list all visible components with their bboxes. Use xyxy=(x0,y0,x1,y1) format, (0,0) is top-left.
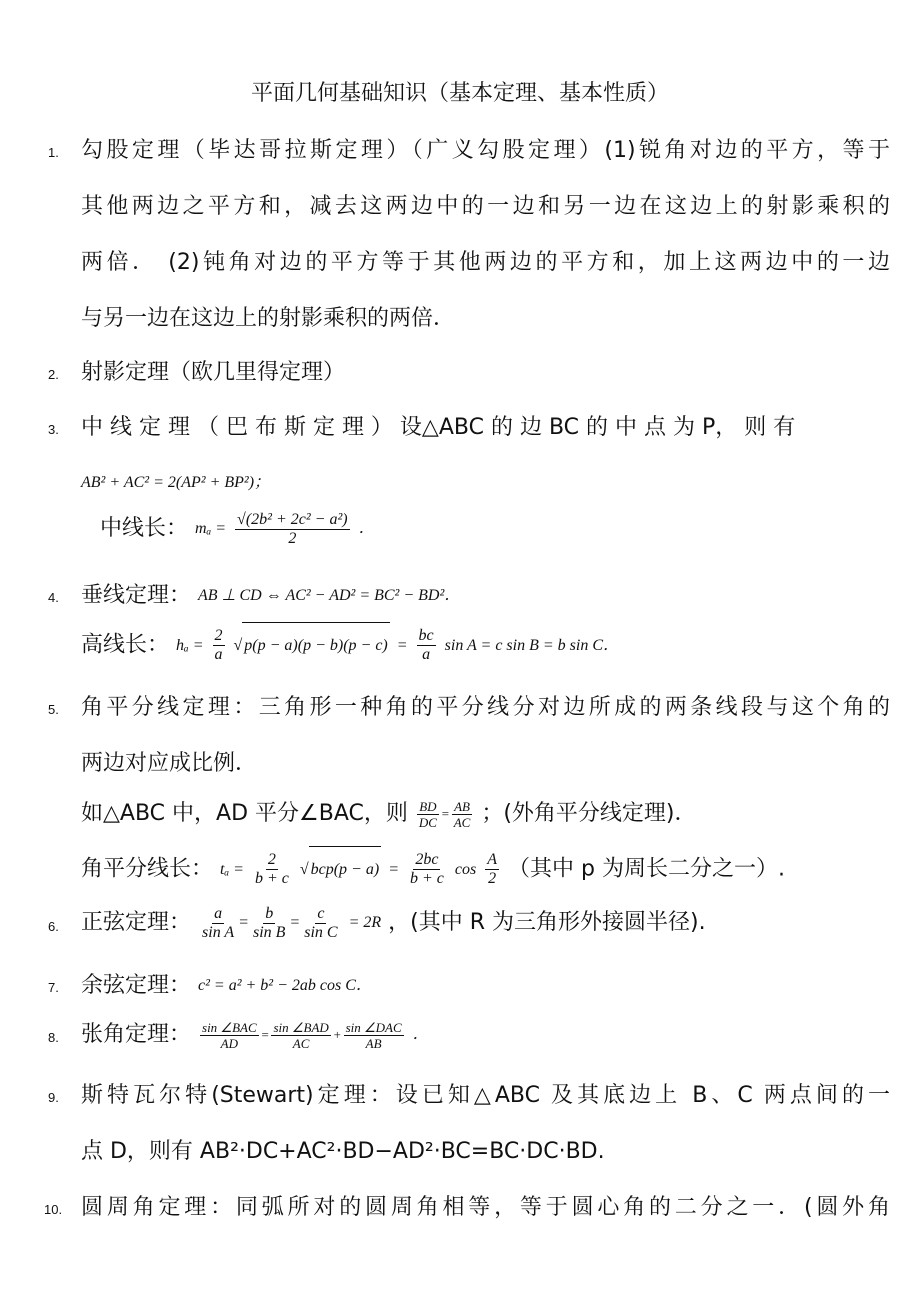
equals-sign: = xyxy=(396,636,408,654)
sine-numerator-c: c xyxy=(317,904,325,922)
sine-fraction-b xyxy=(251,905,287,942)
angle-denominator-3: AB xyxy=(365,1035,382,1051)
sine-law-end: = 2R xyxy=(348,914,382,931)
sqrt-sign: √ xyxy=(299,860,309,878)
item-1-line-4: 与另一边在这边上的射影乘积的两倍． xyxy=(81,306,456,331)
bisector-fraction-2 xyxy=(408,851,446,888)
bisector-label: 角平分线长： xyxy=(81,856,214,882)
item-number: 8. xyxy=(48,1030,59,1045)
angle-fraction-2 xyxy=(271,1020,330,1051)
item-8-angle-theorem xyxy=(81,1012,890,1058)
bisector-numerator-1: 2 xyxy=(267,851,276,868)
altitude-fraction-2 xyxy=(417,627,436,664)
angle-denominator-1: AD xyxy=(220,1035,238,1051)
angle-fraction-1 xyxy=(200,1020,259,1051)
item-number: 4. xyxy=(48,590,59,605)
bisector-ratio-2 xyxy=(452,799,473,830)
external-bisector-note: ；(外角平分线定理)． xyxy=(481,801,697,826)
item-10-line-1: 圆周角定理：同弧所对的圆周角相等，等于圆心角的二分之一．(圆外角 xyxy=(81,1195,890,1220)
item-number: 7. xyxy=(48,980,59,995)
half-angle-numerator: A xyxy=(487,851,497,868)
item-number: 6. xyxy=(48,919,59,934)
median-label: 中线长： xyxy=(100,516,189,541)
ratio-denominator-1: DC xyxy=(418,814,437,830)
angle-theorem-end: ． xyxy=(412,1026,429,1043)
equals-sign: = xyxy=(238,914,249,931)
sine-fraction-a xyxy=(200,905,236,942)
item-3-line-1: 中 线 定 理 （ 巴 布 斯 定 理 ） 设△ABC 的 边 BC 的 中 点 为 P， 则 有 xyxy=(81,415,796,440)
item-5-line-3 xyxy=(81,792,890,836)
ratio-numerator-1: BD xyxy=(419,798,437,814)
cosine-law-label: 余弦定理： xyxy=(81,973,192,998)
equals-sign: = xyxy=(289,914,301,931)
sqrt-sign: √ xyxy=(233,636,243,654)
item-number: 5. xyxy=(48,702,59,717)
page-title: 平面几何基础知识（基本定理、基本性质） xyxy=(250,81,669,106)
equals-sign: = xyxy=(260,1027,270,1042)
item-3-formula xyxy=(81,463,890,503)
item-5-line-2: 两边对应成比例． xyxy=(81,751,258,776)
angle-numerator-2: sin ∠BAD xyxy=(273,1019,329,1035)
sine-law-label: 正弦定理： xyxy=(81,910,192,935)
altitude-numerator-1: 2 xyxy=(214,627,223,644)
bisector-denominator-2: b + c xyxy=(409,870,444,887)
item-1-line-2: 其他两边之平方和，减去这两边中的一边和另一边在这边上的射影乘积的 xyxy=(81,194,890,219)
half-angle-denominator: 2 xyxy=(488,870,497,887)
angle-denominator-2: AC xyxy=(292,1035,310,1051)
sine-denominator-c: sin C xyxy=(304,923,338,941)
circumradius-note: ，(其中 R 为三角形外接圆半径). xyxy=(388,910,706,935)
bisector-root: bcp(p − a) xyxy=(309,846,382,893)
altitude-rest: sin A = c sin B = b sin C． xyxy=(444,636,620,654)
bisector-ratio-1 xyxy=(417,799,439,830)
item-4-altitude xyxy=(81,622,890,669)
equals-sign: = xyxy=(388,860,399,878)
equals-sign: = xyxy=(440,806,450,821)
item-1-line-3: 两倍． (2)钝角对边的平方等于其他两边的平方和，加上这两边中的一边 xyxy=(81,250,890,275)
perpendicular-label: 垂线定理： xyxy=(81,583,192,608)
sine-denominator-b: sin B xyxy=(252,923,286,941)
altitude-label: 高线长： xyxy=(81,632,170,658)
item-number: 10. xyxy=(44,1202,63,1217)
median-formula: AB² + AC² = 2(AP² + BP²)； xyxy=(81,474,271,491)
altitude-lhs: hₐ = xyxy=(176,636,204,654)
item-5-bisector-length xyxy=(81,846,890,893)
altitude-denominator-2: a xyxy=(422,646,431,663)
item-4-line-1 xyxy=(81,576,890,616)
bisector-numerator-2: 2bc xyxy=(415,851,439,868)
median-numerator: √(2b² + 2c² − a²) xyxy=(237,510,348,528)
sine-fraction-c xyxy=(302,905,339,942)
median-fraction xyxy=(235,511,350,548)
item-5-line-1: 角平分线定理：三角形一种角的平分线分对边所成的两条线段与这个角的 xyxy=(81,695,890,720)
half-angle-fraction xyxy=(485,851,499,888)
perpendicular-formula: AB ⊥ CD ⇔ AC² − AD² = BC² − BD²． xyxy=(198,587,461,604)
median-end: ． xyxy=(358,520,375,537)
item-2-text: 射影定理（欧几里得定理） xyxy=(81,360,346,385)
bisector-example: 如△ABC 中，AD 平分∠BAC，则 xyxy=(81,801,408,826)
angle-fraction-3 xyxy=(344,1020,404,1051)
item-6-sine-law xyxy=(81,900,890,946)
item-7-cosine-law xyxy=(81,966,890,1006)
item-9-line-2: 点 D，则有 AB²·DC+AC²·BD−AD²·BC=BC·DC·BD. xyxy=(81,1139,605,1164)
bisector-denominator-1: b + c xyxy=(254,870,289,887)
altitude-root: p(p − a)(p − b)(p − c) xyxy=(242,622,389,669)
ratio-denominator-2: AC xyxy=(453,814,471,830)
cosine-law-formula: c² = a² + b² − 2ab cos C． xyxy=(198,977,372,994)
item-number: 9. xyxy=(48,1090,59,1105)
bisector-lhs: tₐ = xyxy=(220,860,244,878)
semiperimeter-note: （其中 p 为周长二分之一）. xyxy=(508,856,785,882)
sine-numerator-a: a xyxy=(214,904,223,922)
item-3-median-length xyxy=(100,506,890,552)
median-denominator: 2 xyxy=(288,529,297,547)
bisector-fraction-1 xyxy=(253,851,291,888)
ratio-numerator-2: AB xyxy=(454,798,470,814)
item-9-line-1: 斯特瓦尔特(Stewart)定理：设已知△ABC 及其底边上 B、C 两点间的一 xyxy=(81,1083,890,1108)
item-number: 1. xyxy=(48,145,59,160)
angle-numerator-3: sin ∠DAC xyxy=(345,1019,402,1035)
item-number: 3. xyxy=(48,422,59,437)
plus-sign: + xyxy=(332,1027,342,1042)
angle-numerator-1: sin ∠BAC xyxy=(202,1019,257,1035)
item-number: 2. xyxy=(48,367,59,382)
altitude-fraction-1 xyxy=(213,627,225,664)
sine-denominator-a: sin A xyxy=(202,923,235,941)
altitude-denominator-1: a xyxy=(214,646,223,663)
item-1-line-1: 勾股定理（毕达哥拉斯定理）（广义勾股定理）(1)锐角对边的平方，等于 xyxy=(81,138,890,163)
sine-numerator-b: b xyxy=(265,904,274,922)
angle-theorem-label: 张角定理： xyxy=(81,1022,192,1047)
median-lhs: mₐ = xyxy=(195,520,227,537)
altitude-numerator-2: bc xyxy=(418,627,434,644)
cos-label: cos xyxy=(454,860,477,878)
